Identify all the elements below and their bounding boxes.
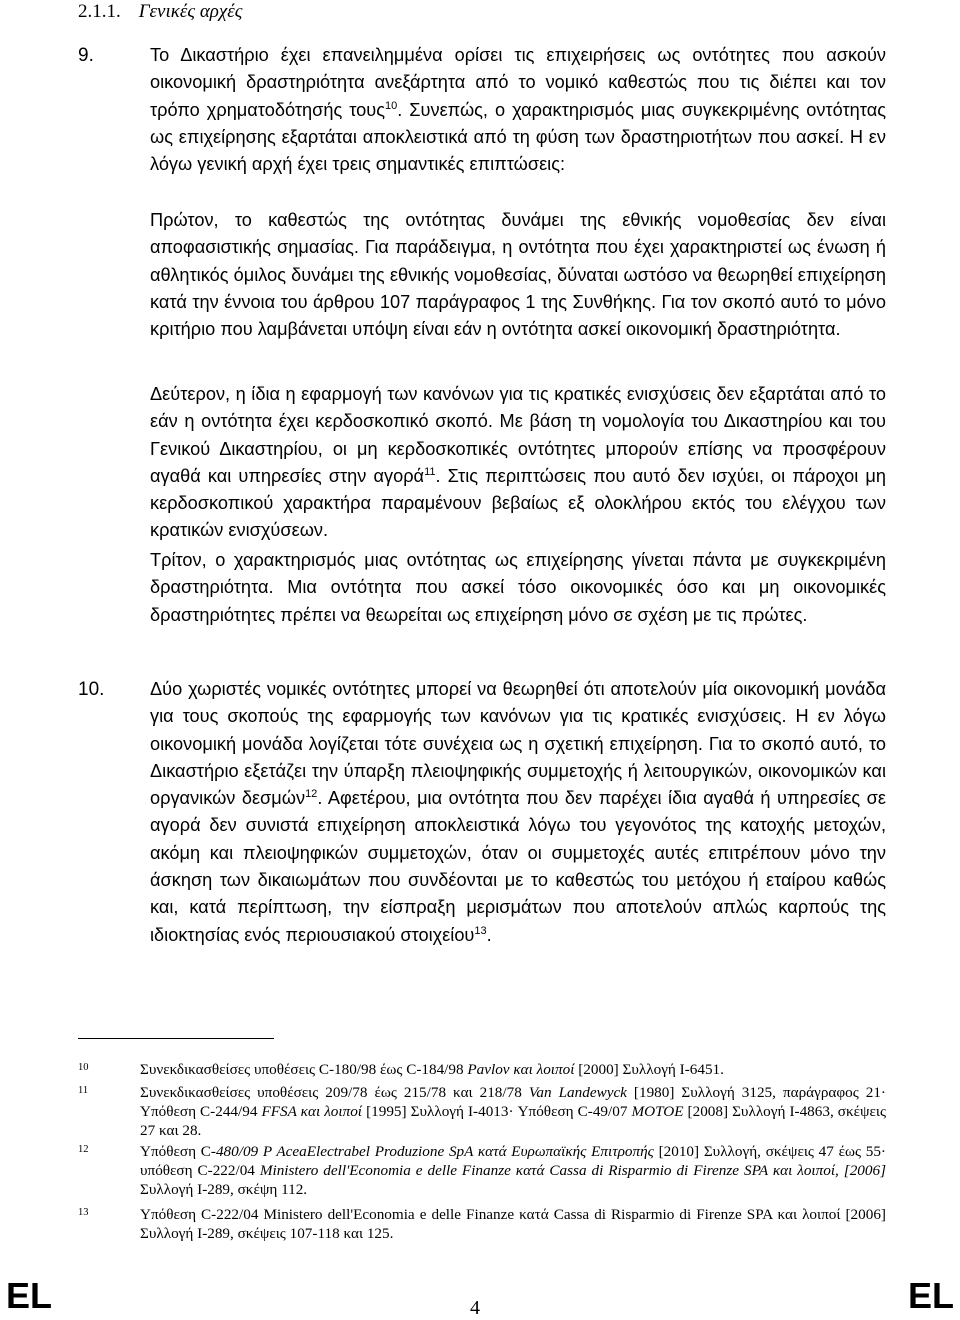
page-number: 4 bbox=[470, 1297, 480, 1319]
paragraph-number-9: 9. bbox=[78, 45, 94, 66]
footnote-number: 12 bbox=[78, 1144, 89, 1155]
paragraph-number-10: 10. bbox=[78, 679, 105, 700]
footnote-text: Συνεκδικασθείσες υποθέσεις C-180/98 έως C-184/98 Pavlov και λοιποί [2000] Συλλογή I-6451. bbox=[140, 1061, 724, 1078]
paragraph-9-second-point: Δεύτερον, η ίδια η εφαρμογή των κανόνων για τις κρατικές ενισχύσεις δεν εξαρτάται από το εάν η οντότητα έχει κερδοσκοπικό σκοπό. Με βάση τη νομολογία του Δικαστηρίου και του Γενικού Δικαστηρίου, οι μη κερδοσκοπικές οντότητες μπορούν επίσης να προσφέρουν αγαθά και υπηρεσίες στην αγορά$^{11}$. Στις περιπτώσεις που αυτό δεν ισχύει, οι πάροχοι μη κερδοσκοπικού χαρακτήρα παραμένουν βεβαίως εξ ολοκλήρου εκτός του ελέγχου των κρατικών ενισχύσεων. bbox=[150, 384, 887, 541]
footnote-text: Υπόθεση C-222/04 Ministero dell'Economia e delle Finanze κατά Cassa di Risparmio di Firenze SPA και λοιποί [2006] Συλλογή I-289, σκέψεις 107-118 και 125. bbox=[140, 1206, 886, 1242]
footnote-separator bbox=[78, 1038, 274, 1039]
footnote-ref-12[interactable]: 12 bbox=[305, 788, 318, 801]
paragraph-9-first-point: Πρώτον, το καθεστώς της οντότητας δυνάμει της εθνικής νομοθεσίας δεν είναι αποφασιστικής σημασίας. Για παράδειγμα, η οντότητα που έχει χαρακτηριστεί ως ένωση ή αθλητικός όμιλος δυνάμει της εθνικής νομοθεσίας, δύναται ωστόσο να θεωρηθεί επιχείρηση κατά την έννοια του άρθρου 107 παράγραφος 1 της Συνθήκης. Για τον σκοπό αυτό το μόνο κριτήριο που λαμβάνεται υπόψη είναι εάν η οντότητα ασκεί οικονομική δραστηριότητα. bbox=[150, 210, 886, 340]
footnote-ref-10[interactable]: 10 bbox=[384, 99, 398, 112]
section-number: 2.1.1. bbox=[78, 1, 121, 22]
footnote-number: 10 bbox=[78, 1062, 89, 1073]
footnote-text: Συνεκδικασθείσες υποθέσεις 209/78 έως 215/78 και 218/78 Van Landewyck [1980] Συλλογή 3125, παράγραφος 21· Υπόθεση C-244/94 FFSA και λοιποί [1995] Συλλογή I-4013· Υπόθεση C-49/07 MOTOE [2008] Συλλογή I-4863, σκέψεις 27 και 28. bbox=[140, 1084, 887, 1139]
paragraph-9-intro: Το Δικαστήριο έχει επανειλημμένα ορίσει τις επιχειρήσεις ως οντότητες που ασκούν οικονομική δραστηριότητα ανεξάρτητα από το νομικό καθεστώς που τις διέπει και τον τρόπο χρηματοδότησής τους$^{10}$. Συνεπώς, ο χαρακτηρισμός μιας συγκεκριμένης οντότητας ως επιχείρησης εξαρτάται αποκλειστικά από τη φύση των δραστηριοτήτων που ασκεί. Η εν λόγω γενική αρχή έχει τρεις σημαντικές επιπτώσεις: bbox=[150, 45, 886, 175]
footnote-text: Υπόθεση C-480/09 P AceaElectrabel Produzione SpA κατά Ευρωπαϊκής Επιτροπής [2010] Συλλογή, σκέψεις 47 έως 55· υπόθεση C-222/04 Ministero dell'Economia e delle Finanze κατά Cassa di Risparmio di Firenze SPA και λοιποί, [2006] Συλλογή I-289, σκέψη 112. bbox=[140, 1143, 886, 1198]
language-code-right: EL bbox=[907, 1275, 954, 1316]
language-code-left: EL bbox=[6, 1275, 53, 1316]
section-title: Γενικές αρχές bbox=[138, 1, 243, 22]
paragraph-9-third-point: Τρίτον, ο χαρακτηρισμός μιας οντότητας ως επιχείρησης γίνεται πάντα με συγκεκριμένη δραστηριότητα. Μια οντότητα που ασκεί τόσο οικονομικές όσο και μη οικονομικές δραστηριότητες πρέπει να θεωρείται ως επιχείρηση μόνο σε σχέση με τις πρώτες. bbox=[150, 550, 886, 625]
footnote-ref-13[interactable]: 13 bbox=[474, 924, 487, 937]
footnote-number: 11 bbox=[78, 1085, 89, 1096]
section-heading bbox=[78, 0, 242, 24]
paragraph-10: Δύο χωριστές νομικές οντότητες μπορεί να θεωρηθεί ότι αποτελούν μία οικονομική μονάδα για τους σκοπούς της εφαρμογής των κανόνων για τις κρατικές ενισχύσεις. Η εν λόγω οικονομική μονάδα λογίζεται τότε συνέχεια ως η σχετική επιχείρηση. Για το σκοπό αυτό, το Δικαστήριο εξετάζει την ύπαρξη πλειοψηφικής συμμετοχής ή λειτουργικών, οικονομικών και οργανικών δεσμών$^{12}$. Αφετέρου, μια οντότητα που δεν παρέχει ίδια αγαθά ή υπηρεσίες σε αγορά δεν συνιστά επιχείρηση αποκλειστικά λόγω του γεγονότος της κατοχής μετοχών, ακόμη και πλειοψηφικών συμμετοχών, όταν οι συμμετοχές αυτές επιτρέπουν μόνο την άσκηση των δικαιωμάτων που συνδέονται με το καθεστώς του μετόχου ή εταίρου καθώς και, κατά περίπτωση, την είσπραξη μερισμάτων που αποτελούν απλώς καρπούς της ιδιοκτησίας ενός περιουσιακού στοιχείου$^{13}$. bbox=[150, 679, 886, 945]
footnote-number: 13 bbox=[78, 1207, 89, 1218]
footnote-ref-11[interactable]: 11 bbox=[424, 465, 436, 478]
